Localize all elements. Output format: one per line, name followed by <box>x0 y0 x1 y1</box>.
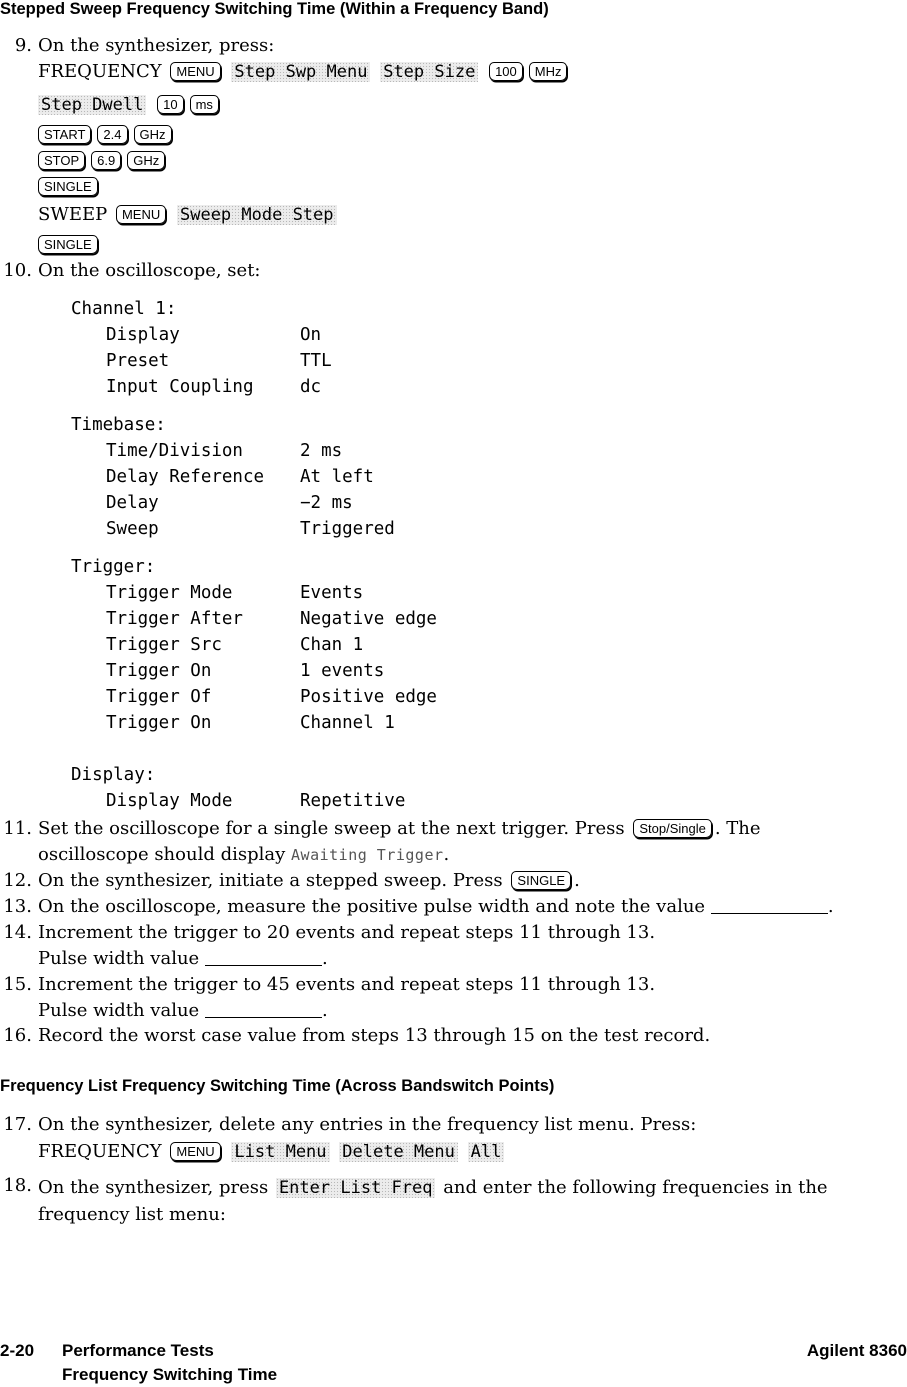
setting-value: Channel 1 <box>300 713 395 733</box>
setting-value: Negative edge <box>300 609 437 629</box>
stop-single-key: Stop/Single <box>633 819 712 838</box>
settings-group-header: Timebase: <box>71 415 166 435</box>
setting-param: Sweep <box>106 519 159 539</box>
step-text-part: Pulse width value <box>38 948 200 969</box>
softkey-step-swp-menu: Step Swp Menu <box>231 62 370 82</box>
key-2-4: 2.4 <box>97 125 127 144</box>
setting-value: dc <box>300 377 322 397</box>
step-text: On the synthesizer, press: <box>38 35 275 56</box>
front-panel-label: FREQUENCY <box>38 1141 162 1162</box>
start-key: START <box>38 125 91 144</box>
stop-key: STOP <box>38 151 85 170</box>
single-key: SINGLE <box>38 177 98 196</box>
setting-param: Display <box>106 325 180 345</box>
step-text: Increment the trigger to 45 events and repeat steps 11 through 13. <box>38 974 656 995</box>
single-key: SINGLE <box>511 871 571 890</box>
key-10: 10 <box>157 95 183 114</box>
fill-in-blank <box>205 951 322 966</box>
setting-value: Triggered <box>300 519 395 539</box>
softkey-sweep-mode-step: Sweep Mode Step <box>177 205 337 225</box>
section-heading-stepped-sweep: Stepped Sweep Frequency Switching Time (Within a Frequency Band) <box>0 0 549 18</box>
step-number: 16. <box>3 1025 32 1046</box>
menu-key: MENU <box>170 62 220 81</box>
key-100: 100 <box>489 62 523 81</box>
setting-param: Display Mode <box>106 791 233 811</box>
softkey-all: All <box>468 1142 505 1162</box>
step-text-part: oscilloscope should display <box>38 844 286 865</box>
step-text <box>38 1000 328 1021</box>
oscilloscope-display-text: Awaiting Trigger <box>291 846 444 864</box>
softkey-delete-menu: Delete Menu <box>339 1142 458 1162</box>
section-heading-frequency-list: Frequency List Frequency Switching Time (Across Bandswitch Points) <box>0 1077 555 1095</box>
setting-param: Input Coupling <box>106 377 254 397</box>
key-sequence-list-delete <box>38 1141 506 1162</box>
fill-in-blank <box>711 899 828 914</box>
step-number: 15. <box>3 974 32 995</box>
setting-param: Preset <box>106 351 170 371</box>
step-number: 14. <box>3 922 32 943</box>
step-number: 13. <box>3 896 32 917</box>
step-text-part: . <box>574 870 580 891</box>
step-text: Record the worst case value from steps 13 through 15 on the test record. <box>38 1025 711 1046</box>
front-panel-label: FREQUENCY <box>38 61 162 82</box>
step-number: 12. <box>3 870 32 891</box>
setting-value: 1 events <box>300 661 385 681</box>
softkey-enter-list-freq: Enter List Freq <box>276 1178 436 1198</box>
step-number: 18. <box>3 1175 32 1196</box>
step-text <box>38 948 328 969</box>
setting-value: −2 ms <box>300 493 353 513</box>
step-text-part: . <box>321 948 328 969</box>
step-text-part: Set the oscilloscope for a single sweep at the next trigger. Press <box>38 818 625 839</box>
settings-group-header: Channel 1: <box>71 299 177 319</box>
key-sequence-single-2 <box>38 234 101 255</box>
footer-section-title: Performance Tests <box>62 1341 214 1360</box>
step-number: 9. <box>14 35 32 56</box>
step-text-part: and enter the following frequencies in the <box>443 1177 828 1198</box>
step-text: Increment the trigger to 20 events and repeat steps 11 through 13. <box>38 922 656 943</box>
setting-value: Events <box>300 583 364 603</box>
key-sequence-stop <box>38 150 168 171</box>
fill-in-blank <box>205 1003 322 1018</box>
key-sequence-single <box>38 176 101 197</box>
mhz-key: MHz <box>529 62 568 81</box>
setting-value: Positive edge <box>300 687 437 707</box>
key-sequence-step-dwell <box>38 94 222 115</box>
page-number: 2-20 <box>0 1341 35 1360</box>
step-text-part: On the oscilloscope, measure the positive pulse width and note the value <box>38 896 706 917</box>
setting-param: Trigger After <box>106 609 243 629</box>
setting-value: 2 ms <box>300 441 343 461</box>
key-6-9: 6.9 <box>91 151 121 170</box>
front-panel-label: SWEEP <box>38 204 108 225</box>
settings-group-header: Trigger: <box>71 557 156 577</box>
step-text-part: . The <box>714 818 761 839</box>
setting-value: At left <box>300 467 374 487</box>
setting-param: Trigger Mode <box>106 583 233 603</box>
step-text <box>38 818 761 839</box>
step-text: On the synthesizer, delete any entries in the frequency list menu. Press: <box>38 1114 697 1135</box>
setting-param: Delay Reference <box>106 467 265 487</box>
step-text-part: On the synthesizer, press <box>38 1177 269 1198</box>
footer-product-name: Agilent 8360 <box>806 1341 907 1360</box>
step-text <box>38 1177 828 1198</box>
menu-key: MENU <box>116 205 166 224</box>
key-sequence-start <box>38 124 175 145</box>
setting-value: TTL <box>300 351 332 371</box>
softkey-step-size: Step Size <box>380 62 478 82</box>
key-sequence-step-size <box>38 61 570 82</box>
setting-param: Time/Division <box>106 441 243 461</box>
step-text-part: . <box>321 1000 328 1021</box>
step-text: On the oscilloscope, set: <box>38 260 261 281</box>
setting-param: Delay <box>106 493 159 513</box>
step-text: frequency list menu: <box>38 1204 226 1225</box>
step-text <box>38 896 834 917</box>
step-text-part: Pulse width value <box>38 1000 200 1021</box>
setting-value: On <box>300 325 322 345</box>
step-text-part: . <box>827 896 834 917</box>
step-number: 10. <box>3 260 32 281</box>
step-number: 17. <box>3 1114 32 1135</box>
setting-param: Trigger On <box>106 661 212 681</box>
step-text-part: . <box>443 844 450 865</box>
step-text <box>38 870 580 891</box>
softkey-step-dwell: Step Dwell <box>38 95 146 115</box>
setting-value: Chan 1 <box>300 635 364 655</box>
step-number: 11. <box>3 818 32 839</box>
setting-value: Repetitive <box>300 791 406 811</box>
key-sequence-sweep-mode <box>38 204 339 225</box>
step-text-part: On the synthesizer, initiate a stepped sweep. Press <box>38 870 503 891</box>
ms-key: ms <box>190 95 219 114</box>
setting-param: Trigger On <box>106 713 212 733</box>
single-key: SINGLE <box>38 235 98 254</box>
setting-param: Trigger Src <box>106 635 222 655</box>
menu-key: MENU <box>170 1142 220 1161</box>
softkey-list-menu: List Menu <box>231 1142 329 1162</box>
settings-group-header: Display: <box>71 765 156 785</box>
step-text <box>38 844 449 865</box>
ghz-key: GHz <box>127 151 165 170</box>
ghz-key: GHz <box>134 125 172 144</box>
setting-param: Trigger Of <box>106 687 212 707</box>
footer-subsection-title: Frequency Switching Time <box>62 1365 278 1384</box>
